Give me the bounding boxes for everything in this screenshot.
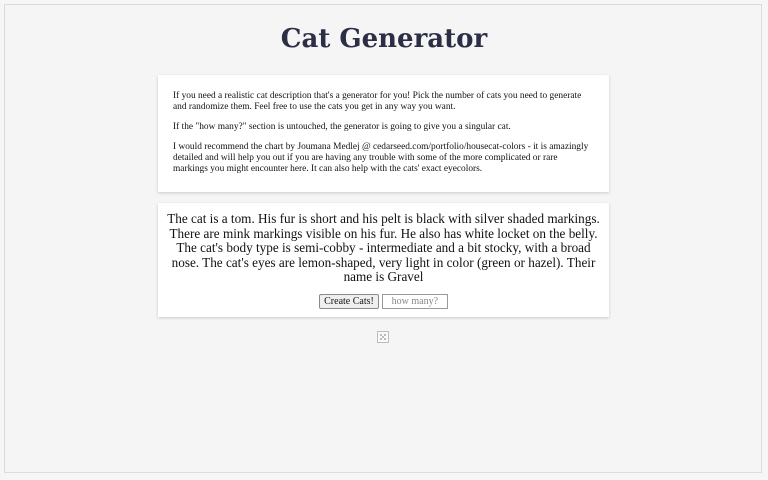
create-cats-button[interactable]: Create Cats! [319, 294, 379, 309]
cat-description: The cat is a tom. His fur is short and his pelt is black with silver shaded markings. There are mink markings visible on his fur. He also has white locket on the belly. The cat's body type is semi-cobby - intermediate and a bit stocky, with a broad nose. The cat's eyes are lemon-shaped, very light in color (green or hazel). Their name is Gravel [167, 211, 600, 284]
intro-paragraph: If the "how many?" section is untouched, the generator is going to give you a singular cat. [173, 122, 511, 132]
intro-paragraph: I would recommend the chart by Joumana Medlej @ cedarseed.com/portfolio/housecat-colors - it is amazingly detailed and will help you out if you are having any trouble with some of the more complicated or rare markings you might encounter here. It can also help with the cats' exact eyecolors. [173, 142, 589, 174]
intro-card [158, 75, 609, 192]
generator-controls [166, 294, 601, 309]
intro-paragraph: If you need a realistic cat description that's a generator for you! Pick the number of cats you need to generate and randomize them. Feel free to use the cats you get in any way you want. [173, 91, 582, 112]
page-title: Cat Generator [280, 24, 488, 54]
result-card [158, 203, 609, 317]
how-many-input[interactable] [382, 294, 448, 309]
dice-icon[interactable] [377, 331, 389, 343]
